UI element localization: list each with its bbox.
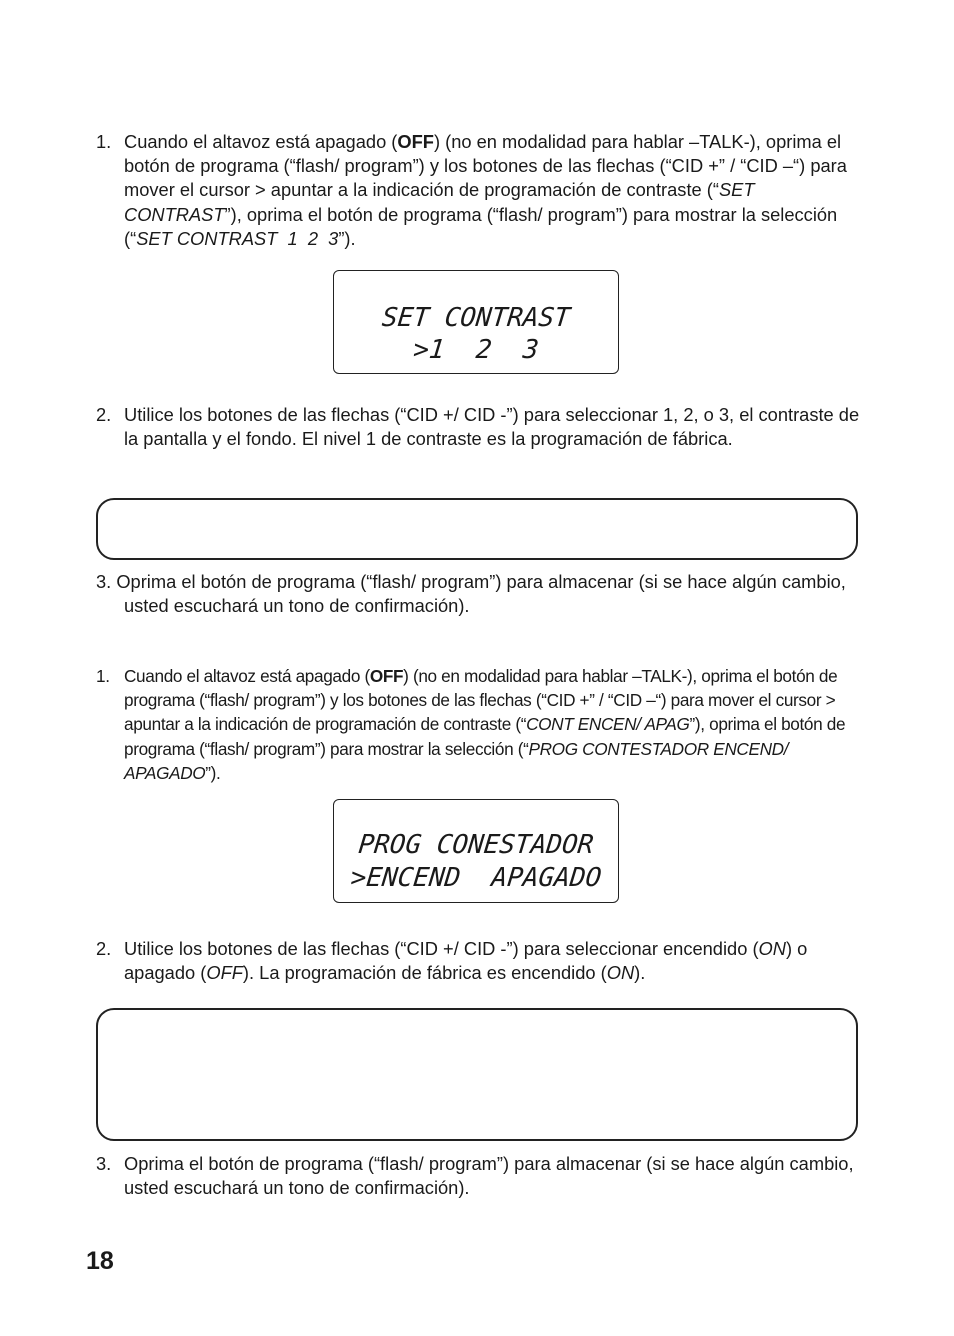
step-number: 3. [96,1153,112,1174]
answering-step-2 [96,937,866,985]
note-box [96,498,858,560]
contrast-step-1 [96,130,866,251]
note-box [96,1008,858,1141]
step-text: Utilice los botones de las flechas (“CID +/ CID -”) para seleccionar 1, 2, o 3, el contraste de la pantalla y el fondo. El nivel 1 de contraste es la programación de fábrica. [124,404,860,450]
step-text: Cuando el altavoz está apagado (OFF) (no en modalidad para hablar –TALK-), oprima el botón de programa (“flash/ program”) y los botones de las flechas (“CID +” / “CID –“) para mover el cursor > apuntar a la indicación de programación de contraste (“CONT ENCEN/ APAG”), oprima el botón de programa (“flash/ program”) para mostrar la selección (“PROG CONTESTADOR ENCEND/ APAGADO”). [124,666,846,783]
step-number: 1. [96,131,112,152]
lcd-line-1: PROG CONESTADOR [357,830,595,860]
step-number: 1. [96,666,110,686]
page-number: 18 [86,1247,114,1275]
lcd-display-answering [333,799,619,903]
step-text: 3. Oprima el botón de programa (“flash/ program”) para almacenar (si se hace algún cambio, usted escuchará un tono de confirmación). [96,571,846,617]
lcd-line-2: >ENCEND APAGADO [349,863,603,893]
lcd-display-contrast [333,270,619,374]
answering-step-3 [96,1152,866,1200]
lcd-line-1: SET CONTRAST [380,303,572,333]
step-text: Utilice los botones de las flechas (“CID +/ CID -”) para seleccionar encendido (ON) o apagado (OFF). La programación de fábrica es encendido (ON). [124,938,808,984]
contrast-step-2 [96,403,866,451]
step-text: Oprima el botón de programa (“flash/ program”) para almacenar (si se hace algún cambio, usted escuchará un tono de confirmación). [124,1153,854,1199]
lcd-line-2: >1 2 3 [411,335,541,365]
contrast-step-3 [96,570,866,618]
step-number: 2. [96,938,112,959]
step-text: Cuando el altavoz está apagado (OFF) (no en modalidad para hablar –TALK-), oprima el botón de programa (“flash/ program”) y los botones de las flechas (“CID +” / “CID –“) para mover el cursor > apuntar a la indicación de programación de contraste (“SET CONTRAST”), oprima el botón de programa (“flash/ program”) para mostrar la selección (“SET CONTRAST 1 2 3”). [124,131,847,249]
answering-step-1 [96,664,868,785]
step-number: 2. [96,404,112,425]
